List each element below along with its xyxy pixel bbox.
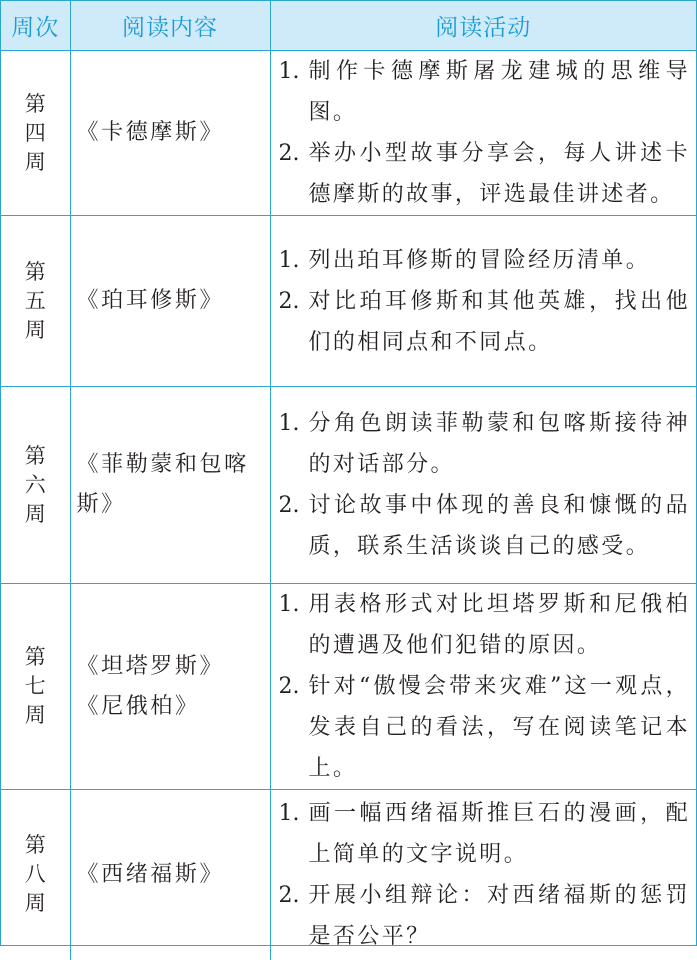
reading-content-cell [70, 584, 270, 790]
activity-number: 2. [278, 674, 300, 699]
week-char: 六 [24, 472, 46, 497]
week-cell [1, 51, 70, 216]
reading-activity-cell [270, 51, 696, 216]
reading-content-cell [70, 790, 270, 960]
reading-content-cell [70, 387, 270, 584]
activity-item [279, 666, 691, 789]
week-char: 周 [24, 703, 46, 727]
activity-item [279, 281, 691, 363]
week-char: 四 [24, 120, 46, 145]
week-char: 周 [24, 317, 46, 342]
week-cell [1, 584, 70, 790]
week-cell [1, 387, 70, 584]
week-char: 八 [24, 862, 46, 887]
table-row [1, 584, 696, 790]
table-row [1, 387, 696, 584]
activity-text: 画一幅西绪福斯推巨石的漫画，配上简单的文字说明。 [308, 800, 690, 867]
week-char: 第 [24, 91, 46, 116]
reading-activity-cell [270, 387, 696, 584]
week-char: 周 [24, 501, 46, 526]
activity-item [279, 875, 691, 957]
header-week: 周次 [1, 1, 70, 51]
table-header-row [1, 1, 696, 51]
week-cell [1, 216, 70, 387]
activity-text: 举办小型故事分享会，每人讲述卡德摩斯的故事，评选最佳讲述者。 [308, 141, 690, 207]
activity-number: 1. [278, 59, 300, 84]
table-row [1, 790, 696, 960]
activity-text: 制作卡德摩斯屠龙建城的思维导图。 [308, 59, 690, 125]
activity-number: 2. [278, 141, 300, 166]
book-title: 《卡德摩斯》 [76, 120, 225, 145]
week-char: 周 [24, 891, 46, 916]
reading-content-cell [70, 51, 270, 216]
activity-number: 1. [278, 247, 300, 273]
week-char: 周 [24, 149, 46, 174]
activity-text: 列出珀耳修斯的冒险经历清单。 [308, 247, 651, 273]
book-title: 《坦塔罗斯》 [76, 653, 225, 679]
activity-item [279, 51, 691, 133]
week-char: 第 [24, 645, 46, 669]
week-char: 七 [24, 674, 46, 698]
week-char: 第 [24, 443, 46, 468]
activity-text: 用表格形式对比坦塔罗斯和尼俄柏的遭遇及他们犯错的原因。 [308, 592, 690, 658]
activity-number: 2. [278, 493, 300, 518]
activity-item [279, 240, 691, 281]
activity-number: 1. [278, 800, 300, 826]
activity-text: 开展小组辩论：对西绪福斯的惩罚是否公平？ [308, 882, 690, 949]
header-activity: 阅读活动 [270, 1, 696, 51]
activity-text: 对比珀耳修斯和其他英雄，找出他们的相同点和不同点。 [308, 288, 690, 355]
week-char: 第 [24, 259, 46, 284]
book-title: 《菲勒蒙和包喀斯》 [76, 452, 249, 517]
week-char: 五 [24, 288, 46, 313]
activity-text: 针对“傲慢会带来灾难”这一观点，发表自己的看法，写在阅读笔记本上。 [308, 674, 690, 781]
reading-activity-cell [270, 790, 696, 960]
reading-plan-table [1, 1, 696, 960]
table-row [1, 51, 696, 216]
reading-content-cell [70, 216, 270, 387]
week-cell [1, 790, 70, 960]
activity-item [279, 403, 691, 485]
reading-activity-cell [270, 584, 696, 790]
header-content: 阅读内容 [70, 1, 270, 51]
activity-item [279, 793, 691, 875]
table-row [1, 216, 696, 387]
activity-item [279, 584, 691, 666]
book-title: 《西绪福斯》 [76, 861, 225, 887]
activity-item [279, 133, 691, 215]
activity-text: 讨论故事中体现的善良和慷慨的品质，联系生活谈谈自己的感受。 [308, 493, 690, 559]
week-char: 第 [24, 833, 46, 858]
book-title: 《珀耳修斯》 [76, 288, 225, 313]
activity-number: 2. [278, 288, 300, 314]
reading-activity-cell [270, 216, 696, 387]
activity-number: 1. [278, 411, 300, 436]
activity-text: 分角色朗读菲勒蒙和包喀斯接待神的对话部分。 [308, 411, 690, 477]
activity-number: 1. [278, 592, 300, 617]
book-title: 《尼俄柏》 [76, 693, 200, 719]
activity-item [279, 485, 691, 567]
activity-number: 2. [278, 882, 300, 908]
